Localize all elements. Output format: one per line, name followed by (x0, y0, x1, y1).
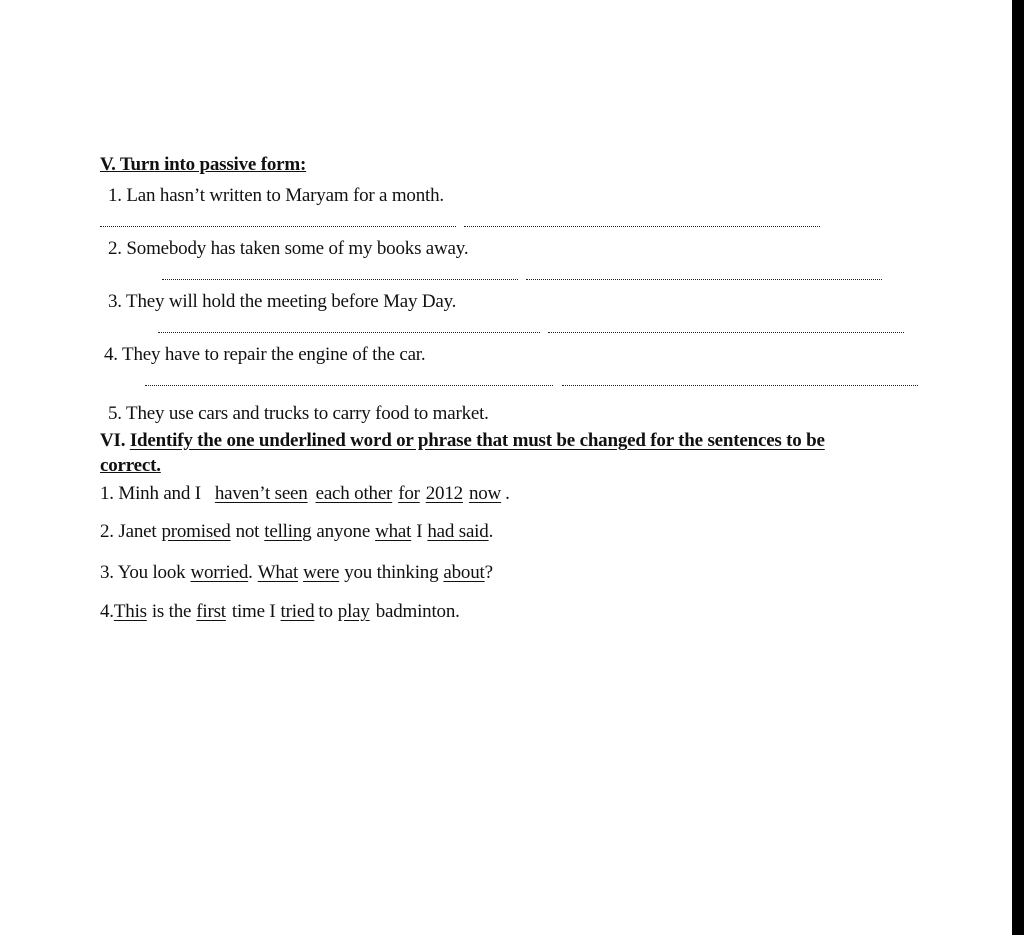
q1-option-c: for (398, 483, 420, 504)
answer-line-2a[interactable] (162, 279, 518, 280)
q2-option-c: what (375, 521, 412, 542)
q2-text-3: I (416, 521, 423, 542)
section-vi-heading (100, 430, 825, 452)
q1-option-a: haven’t seen (214, 483, 308, 504)
q3-lead: 3. You look (100, 562, 186, 583)
q2-lead: 2. Janet (100, 521, 157, 542)
q1-option-b: each other (315, 483, 393, 504)
q1-option-d: 2012 (425, 483, 463, 504)
q2-option-d: had said (427, 521, 489, 542)
q2-option-b: telling (264, 521, 312, 542)
q4-option-d: play (337, 601, 370, 622)
q2-end: . (488, 521, 494, 542)
exercise-vi-item-2 (100, 521, 493, 543)
answer-line-4b[interactable] (562, 385, 918, 386)
q4-option-b: first (196, 601, 226, 622)
q4-end: badminton. (375, 601, 460, 622)
exercise-v-item-4: 4. They have to repair the engine of the car. (104, 344, 426, 365)
q4-text-1: is the (151, 601, 192, 622)
answer-line-4a[interactable] (145, 385, 553, 386)
exercise-vi-item-3 (100, 562, 493, 584)
section-vi-heading-cont: correct. (100, 455, 161, 476)
q2-text-2: anyone (316, 521, 371, 542)
exercise-v-item-1: 1. Lan hasn’t written to Maryam for a month. (108, 185, 444, 206)
q3-option-a: worried (190, 562, 249, 583)
q3-text-1: . (248, 562, 253, 583)
answer-line-1a[interactable] (100, 226, 456, 227)
q1-end: . (505, 483, 510, 504)
q3-end: ? (484, 562, 493, 583)
answer-line-3b[interactable] (548, 332, 904, 333)
exercise-vi-item-4 (100, 601, 460, 623)
q4-option-a: This (113, 601, 147, 622)
answer-line-2b[interactable] (526, 279, 882, 280)
answer-line-1b[interactable] (464, 226, 820, 227)
section-vi-instruction: Identify the one underlined word or phrase that must be changed for the sentences to be (129, 430, 825, 451)
window-edge (1012, 0, 1024, 935)
q4-text-3: to (318, 601, 333, 622)
q3-option-b: What (257, 562, 299, 583)
answer-line-3a[interactable] (158, 332, 540, 333)
exercise-v-item-2: 2. Somebody has taken some of my books away. (108, 238, 469, 259)
q2-option-a: promised (161, 521, 231, 542)
section-vi-prefix: VI. (100, 430, 130, 451)
q3-option-c: were (303, 562, 340, 583)
q2-text-1: not (235, 521, 260, 542)
q3-option-d: about (443, 562, 485, 583)
q4-lead: 4. (100, 601, 114, 622)
q1-lead: 1. Minh and I (100, 483, 201, 504)
exercise-vi-item-1 (100, 483, 510, 505)
exercise-v-item-3: 3. They will hold the meeting before May Day. (108, 291, 457, 312)
q4-text-2: time I (231, 601, 276, 622)
section-v-heading: V. Turn into passive form: (100, 154, 307, 175)
q1-option-e: now (468, 483, 502, 504)
exercise-v-item-5: 5. They use cars and trucks to carry food to market. (108, 403, 489, 424)
q3-text-2: you thinking (344, 562, 439, 583)
q4-option-c: tried (280, 601, 315, 622)
